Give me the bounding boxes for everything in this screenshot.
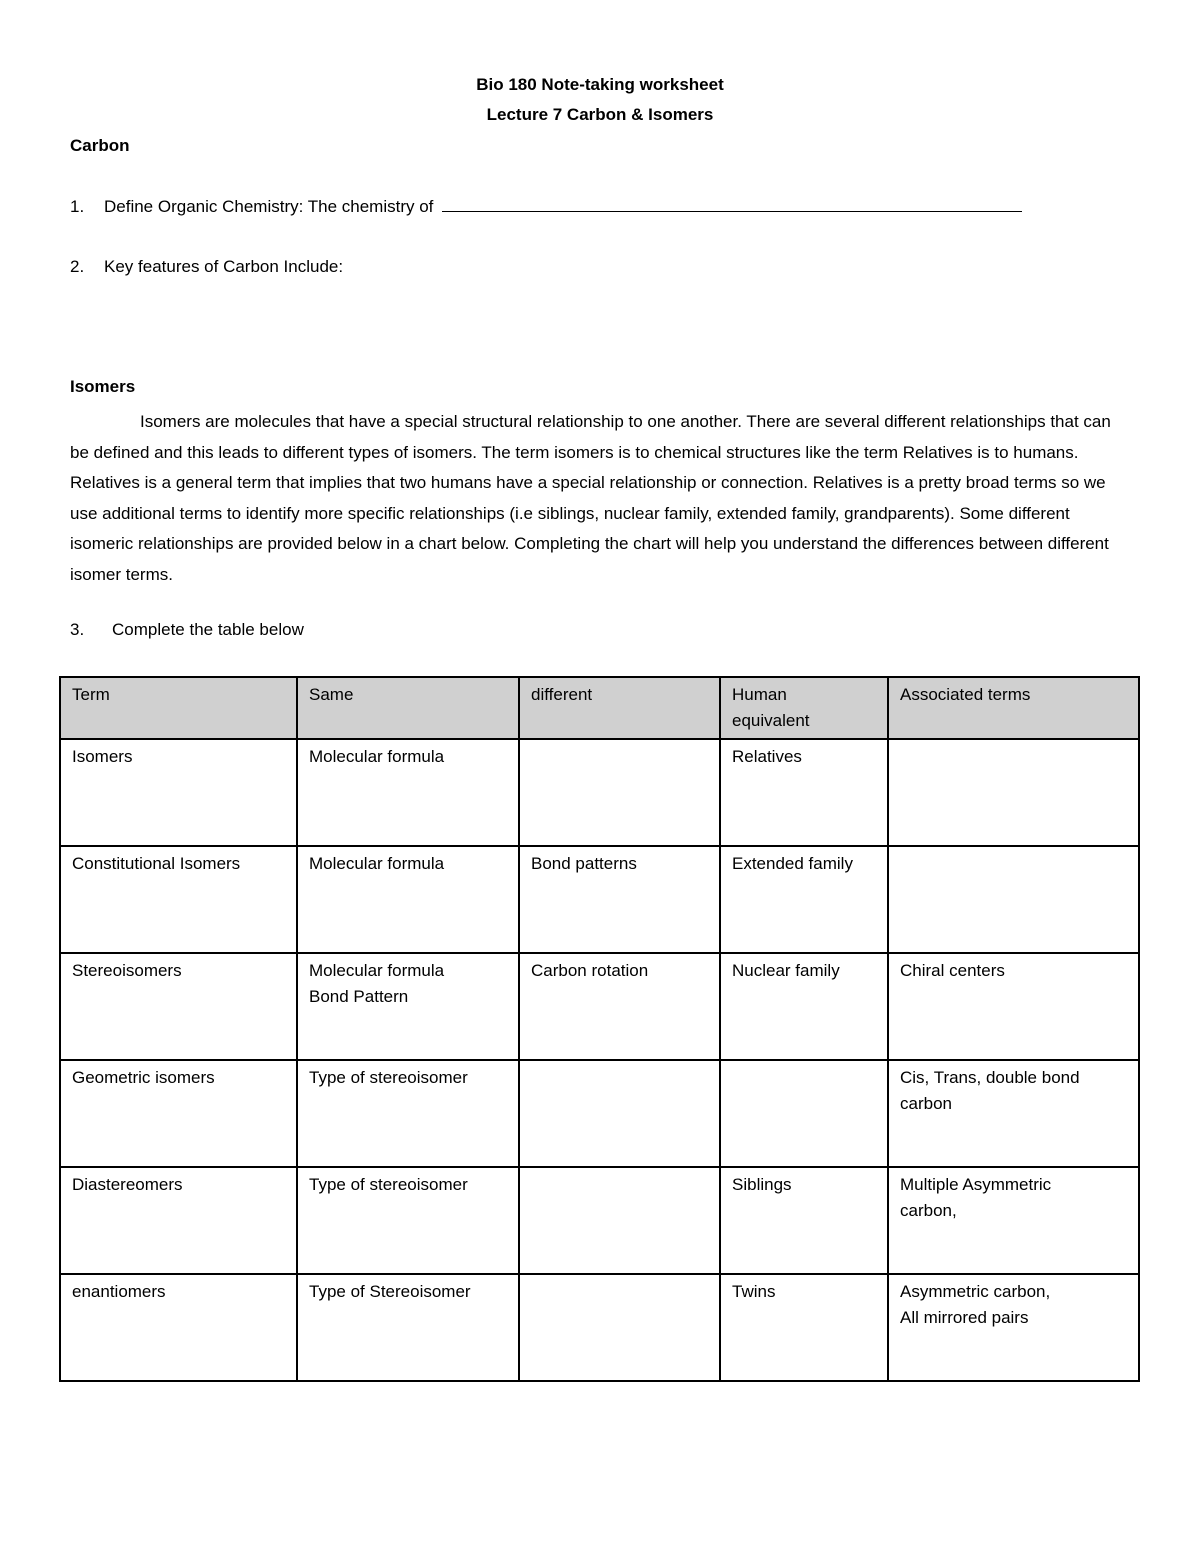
cell-associated[interactable] — [888, 1274, 1139, 1381]
isomers-heading: Isomers — [70, 377, 136, 396]
cell-same[interactable] — [297, 846, 519, 953]
question-2-text: Key features of Carbon Include: — [104, 257, 344, 276]
isomer-table — [59, 676, 1140, 1382]
question-1 — [70, 197, 1022, 217]
header-same: Same — [297, 677, 519, 739]
cell-same[interactable] — [297, 739, 519, 846]
header-different: different — [519, 677, 720, 739]
cell-different[interactable] — [519, 739, 720, 846]
cell-same[interactable] — [297, 1274, 519, 1381]
header-human-line-2: equivalent — [732, 711, 810, 730]
isomers-paragraph — [70, 407, 1130, 590]
cell-associated-line-1: Multiple Asymmetric — [900, 1175, 1052, 1194]
cell-human[interactable]: Siblings — [720, 1167, 888, 1274]
question-1-number: 1. — [70, 197, 85, 216]
cell-associated-line-1: Asymmetric carbon, — [900, 1282, 1051, 1301]
question-3 — [70, 620, 304, 640]
cell-term: Constitutional Isomers — [60, 846, 297, 953]
header-human-line-1: Human — [732, 685, 787, 704]
table-row — [60, 1060, 1139, 1167]
cell-associated[interactable] — [888, 846, 1139, 953]
cell-associated-line-2: All mirrored pairs — [900, 1308, 1029, 1327]
cell-term: Geometric isomers — [60, 1060, 297, 1167]
cell-same[interactable] — [297, 1167, 519, 1274]
cell-associated[interactable] — [888, 1060, 1139, 1167]
cell-same-line-1: Molecular formula — [309, 961, 445, 980]
table-row — [60, 739, 1139, 846]
cell-different[interactable]: Carbon rotation — [519, 953, 720, 1060]
cell-same-line-1: Type of stereoisomer — [309, 1175, 468, 1194]
cell-associated-line-1: Chiral centers — [900, 961, 1005, 980]
question-3-number: 3. — [70, 620, 85, 639]
cell-same-line-2: Bond Pattern — [309, 987, 409, 1006]
header-associated-terms: Associated terms — [888, 677, 1139, 739]
cell-associated-line-2: carbon — [900, 1094, 952, 1113]
answer-blank-line[interactable] — [442, 197, 1022, 212]
question-1-text: Define Organic Chemistry: The chemistry of — [104, 197, 434, 216]
cell-human[interactable]: Twins — [720, 1274, 888, 1381]
cell-different[interactable] — [519, 1274, 720, 1381]
table-row — [60, 1167, 1139, 1274]
cell-associated[interactable] — [888, 739, 1139, 846]
cell-term: Isomers — [60, 739, 297, 846]
cell-same-line-1: Type of stereoisomer — [309, 1068, 468, 1087]
table-row — [60, 953, 1139, 1060]
worksheet-title: Bio 180 Note-taking worksheet — [476, 75, 724, 94]
table-row — [60, 1274, 1139, 1381]
header-term: Term — [60, 677, 297, 739]
question-2-number: 2. — [70, 257, 85, 276]
lecture-subtitle: Lecture 7 Carbon & Isomers — [486, 105, 714, 124]
header-human-equivalent — [720, 677, 888, 739]
cell-term: Stereoisomers — [60, 953, 297, 1060]
cell-term: Diastereomers — [60, 1167, 297, 1274]
cell-human[interactable]: Extended family — [720, 846, 888, 953]
cell-associated-line-1: Cis, Trans, double bond — [900, 1068, 1080, 1087]
cell-same-line-1: Type of Stereoisomer — [309, 1282, 471, 1301]
table-row — [60, 846, 1139, 953]
cell-different[interactable] — [519, 1167, 720, 1274]
question-2 — [70, 257, 343, 277]
cell-term: enantiomers — [60, 1274, 297, 1381]
cell-associated[interactable] — [888, 953, 1139, 1060]
cell-human[interactable] — [720, 1060, 888, 1167]
cell-associated-line-2: carbon, — [900, 1201, 957, 1220]
cell-same-line-1: Molecular formula — [309, 747, 445, 766]
cell-different[interactable] — [519, 1060, 720, 1167]
cell-different[interactable]: Bond patterns — [519, 846, 720, 953]
cell-human[interactable]: Relatives — [720, 739, 888, 846]
isomers-paragraph-text: Isomers are molecules that have a special structural relationship to one another. There are several different relationships that can be defined and this leads to different types of isomers. The term isomers is to chemical structures like the term Relatives is to humans. Relatives is a general term that implies that two humans have a special relationship or connection. Relatives is a pretty broad terms so we use additional terms to identify more specific relationships (i.e siblings, nuclear family, extended family, grandparents). Some different isomeric relationships are provided below in a chart below. Completing the chart will help you understand the differences between different isomer terms. — [70, 412, 1111, 584]
cell-human[interactable]: Nuclear family — [720, 953, 888, 1060]
table-header-row — [60, 677, 1139, 739]
question-3-text: Complete the table below — [112, 620, 304, 639]
cell-same[interactable] — [297, 1060, 519, 1167]
carbon-heading: Carbon — [70, 136, 130, 155]
cell-same[interactable] — [297, 953, 519, 1060]
cell-associated[interactable] — [888, 1167, 1139, 1274]
cell-same-line-1: Molecular formula — [309, 854, 445, 873]
